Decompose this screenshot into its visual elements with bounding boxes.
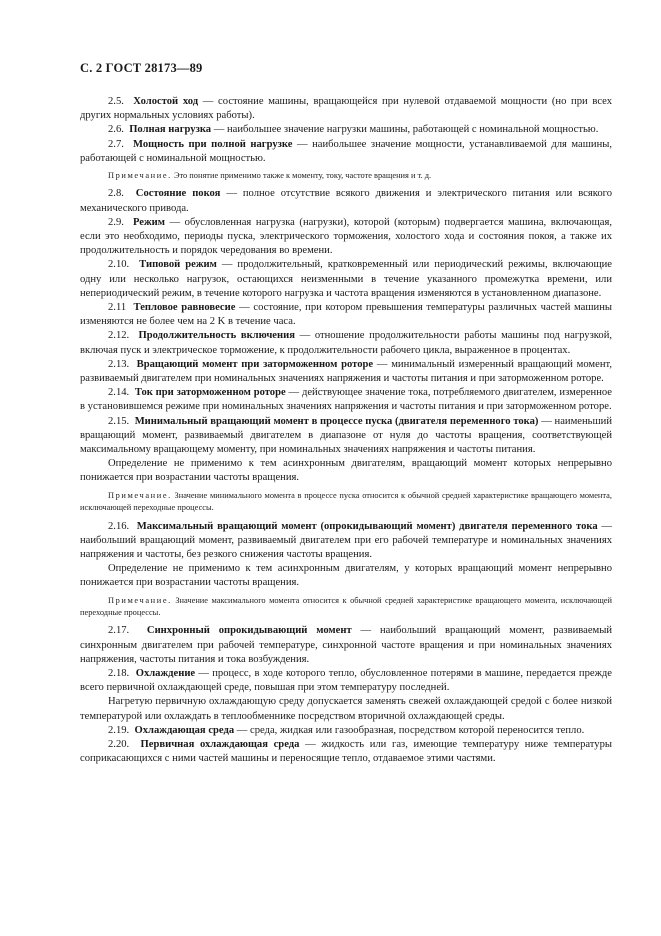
term: Максимальный вращающий момент (опрокидывающий момент) двигателя переменного тока	[136, 520, 598, 532]
term: Тепловое равновесие	[133, 302, 236, 314]
clause-2-5: 2.5. Холостой ход — состояние машины, вращающейся при нулевой отдаваемой мощности (но при всех других нормальных условиях работы).	[80, 96, 613, 122]
clause-2-20: 2.20. Первичная охлаждающая среда — жидкость или газ, имеющие температуру ниже температуры соприкасающихся с ними частей машины и переносящие тепло, отдаваемое этими частями.	[80, 738, 612, 765]
clause-2-15-remark: Определение не применимо к тем асинхронным двигателям, вращающий момент которых непрерывно понижается при возрастании частоты вращения.	[80, 458, 612, 484]
clause-2-18-remark: Нагретую первичную охлаждающую среду допускается заменять свежей охлаждающей средой с более низкой температурой или охлаждать в теплообменнике посредством вторичной охлаждающей среды.	[80, 696, 612, 722]
clause-2-17: 2.17. Синхронный опрокидывающий момент — наибольший вращающий момент, развиваемый синхронным двигателем при рабочей температуре, синхронной частоте вращения и при номинальных значениях напряжения, частоты питания и тока возбуждения.	[80, 625, 613, 665]
clause-2-16-remark: Определение не применимо к тем асинхронным двигателям, у которых вращающий момент непрерывно понижается при возрастании частоты вращения.	[80, 563, 612, 589]
clause-2-19: 2.19. Охлаждающая среда — среда, жидкая или газообразная, посредством которой переносится тепло.	[108, 724, 585, 736]
note-2: Примечание. Значение минимального момента в процессе пуска относится к обычной средней характеристике вращающего момента, исключающей переходные процессы.	[80, 490, 612, 513]
clause-2-16: 2.16. Максимальный вращающий момент (опрокидывающий момент) двигателя переменного тока — наибольший вращающий момент, развиваемый двигателем при его рабочей температуре и номинальных значениях напряжения и частоты, без резкого снижения частоты вращения.	[80, 520, 613, 560]
term: Мощность при полной нагрузке	[132, 138, 293, 150]
term: Ток при заторможенном роторе	[134, 387, 286, 399]
term: Вращающий момент при заторможенном роторе	[136, 358, 374, 370]
term: Состояние покоя	[135, 188, 221, 200]
term: Первичная охлаждающая среда	[140, 738, 300, 750]
document-body	[80, 95, 612, 766]
clause-2-14: 2.14. Ток при заторможенном роторе — действующее значение тока, потребляемого двигателем, измеренное в установившемся режиме при номинальных значениях напряжения и частоты питания и при заторможенном роторе.	[80, 387, 612, 413]
clause-2-18: 2.18. Охлаждение — процесс, в ходе которого тепло, обусловленное потерями в машине, передается прежде всего первичной охлаждающей среде, повышая при этом температуру последней.	[80, 667, 612, 694]
clause-2-10: 2.10. Типовой режим — продолжительный, кратковременный или периодический режимы, включающие одну или несколько нагрузок, остающихся неизменными в течение указанного промежутка времени, или непериодический режим, в течение которого нагрузка и частота вращения изменяются в установленном диапазоне.	[80, 259, 613, 299]
term: Охлаждающая среда	[134, 724, 235, 736]
term: Охлаждение	[135, 667, 196, 679]
term: Синхронный опрокидывающий момент	[146, 625, 352, 637]
page-header: С. 2 ГОСТ 28173—89	[80, 61, 203, 75]
term: Минимальный вращающий момент в процессе пуска (двигателя переменного тока)	[134, 415, 539, 427]
clause-2-7: 2.7. Мощность при полной нагрузке — наибольшее значение мощности, устанавливаемой для машины, работающей с номинальной мощностью.	[80, 138, 613, 164]
term: Режим	[132, 216, 166, 228]
clause-2-8: 2.8. Состояние покоя — полное отсутствие всякого движения и электрического питания или всякого механического привода.	[80, 188, 613, 214]
term: Типовой режим	[139, 259, 217, 271]
note-1: Примечание. Это понятие применимо также к моменту, току, частоте вращения и т. д.	[108, 171, 432, 181]
note-3: Примечание. Значение максимального момента относится к обычной средней характеристике вращающего момента, исключающей переходные процессы.	[80, 595, 612, 617]
term: Полная нагрузка	[129, 124, 212, 136]
clause-2-13: 2.13. Вращающий момент при заторможенном роторе — минимальный измеренный вращающий момент, развиваемый двигателем при номинальных значениях напряжения и частоты питания и при заторможенном роторе.	[80, 358, 612, 385]
term: Холостой ход	[133, 96, 199, 107]
clause-2-6: 2.6. Полная нагрузка — наибольшее значение нагрузки машины, работающей с номинальной мощностью.	[108, 124, 599, 136]
clause-2-9: 2.9. Режим — обусловленная нагрузка (нагрузки), которой (которым) подвергается машина, включающая, если это необходимо, периоды пуска, электрического торможения, холостого хода и состояния покоя, а также их продолжительность и порядок чередования во времени.	[80, 216, 613, 257]
clause-2-11: 2.11 Тепловое равновесие — состояние, при котором превышения температуры различных частей машины изменяются не более чем на 2 K в течение часа.	[80, 302, 612, 328]
clause-2-15: 2.15. Минимальный вращающий момент в процессе пуска (двигателя переменного тока) — наименьший вращающий момент, развиваемый двигателем в диапазоне от нуля до частоты вращения, соответствующей максимальному вращающему моменту, при номинальных значениях напряжения и частоты питания.	[80, 415, 612, 456]
term: Продолжительность включения	[138, 330, 295, 342]
clause-2-12: 2.12. Продолжительность включения — отношение продолжительности работы машины под нагрузкой, включая пуск и электрическое торможение, к продолжительности рабочего цикла, выраженное в процентах.	[80, 330, 613, 356]
